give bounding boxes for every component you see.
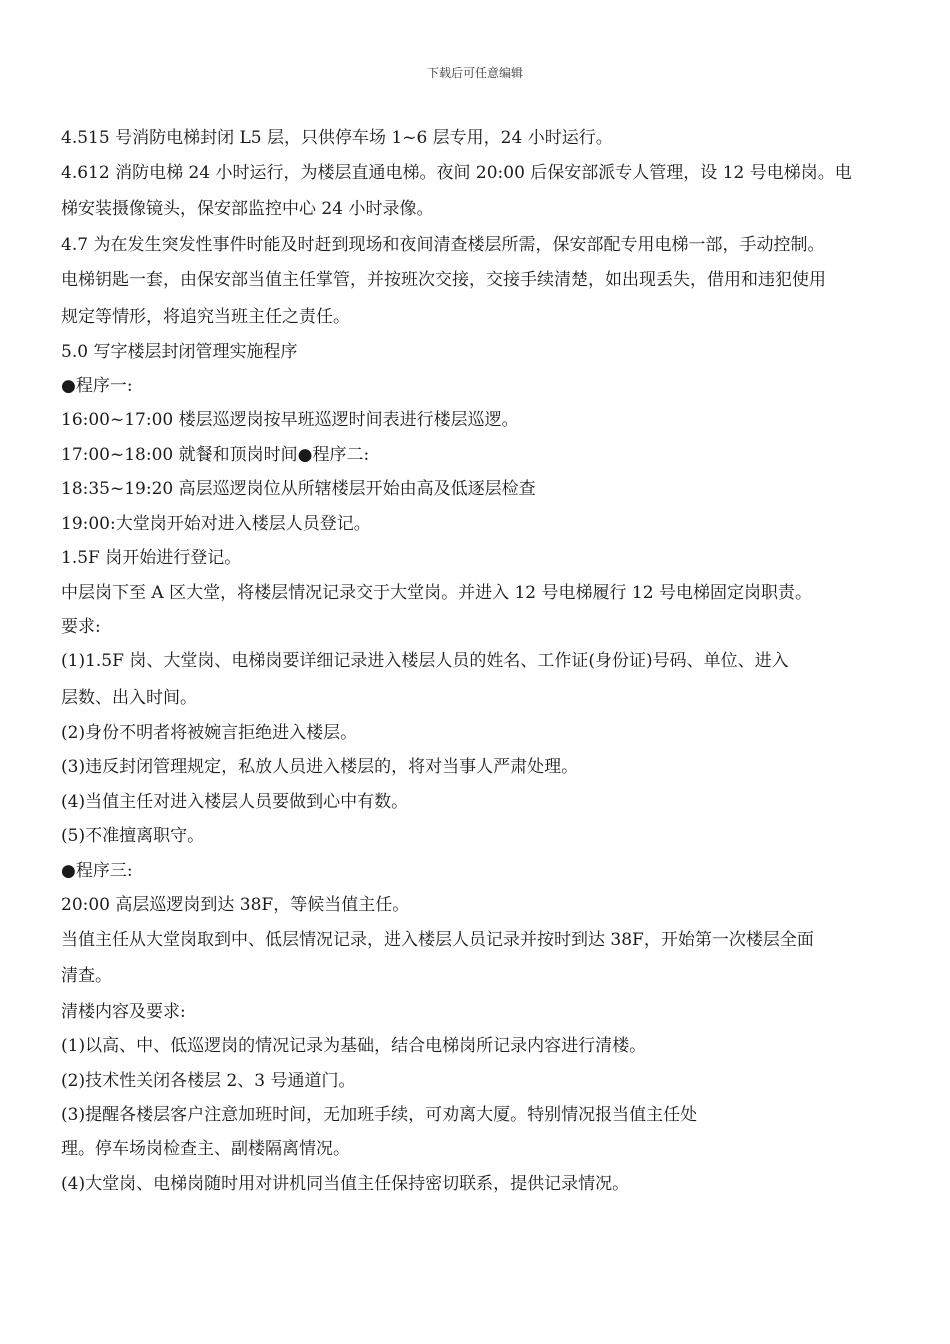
text-line: 规定等情形，将追究当班主任之责任。 [61,307,350,327]
text-line: 清查。 [61,966,112,986]
text-line: (1)以高、中、低巡逻岗的情况记录为基础，结合电梯岗所记录内容进行清楼。 [61,1036,647,1056]
text-line: 20:00 高层巡逻岗到达 38F，等候当值主任。 [61,895,410,915]
text-line: 层数、出入时间。 [61,688,197,708]
text-line: 理。停车场岗检查主、副楼隔离情况。 [61,1139,350,1159]
text-line: 19:00:大堂岗开始对进入楼层人员登记。 [61,514,371,534]
text-line: 1.5F 岗开始进行登记。 [61,548,242,568]
text-line: (3)提醒各楼层客户注意加班时间，无加班手续，可劝离大厦。特别情况报当值主任处 [61,1105,698,1125]
text-line: (2)身份不明者将被婉言拒绝进入楼层。 [61,723,358,743]
text-line: 要求: [61,617,101,637]
text-line: 清楼内容及要求: [61,1002,186,1022]
text-line: (4)大堂岗、电梯岗随时用对讲机同当值主任保持密切联系，提供记录情况。 [61,1174,630,1194]
text-line: 4.612 消防电梯 24 小时运行，为楼层直通电梯。夜间 20:00 后保安部派专人管理，设 12 号电梯岗。电 [61,163,852,183]
text-line: 当值主任从大堂岗取到中、低层情况记录，进入楼层人员记录并按时到达 38F，开始第一次楼层全面 [61,930,814,950]
text-line: (3)违反封闭管理规定，私放人员进入楼层的，将对当事人严肃处理。 [61,757,579,777]
text-line: 电梯钥匙一套，由保安部当值主任掌管，并按班次交接，交接手续清楚，如出现丢失，借用和违犯使用 [61,270,826,290]
text-line: 4.7 为在发生突发性事件时能及时赶到现场和夜间清查楼层所需，保安部配专用电梯一部，手动控制。 [61,235,825,255]
text-line: (4)当值主任对进入楼层人员要做到心中有数。 [61,792,409,812]
text-line: 16:00~17:00 楼层巡逻岗按早班巡逻时间表进行楼层巡逻。 [61,410,519,430]
text-line: (2)技术性关闭各楼层 2、3 号通道门。 [61,1071,356,1091]
text-line: 中层岗下至 A 区大堂，将楼层情况记录交于大堂岗。并进入 12 号电梯履行 12 号电梯固定岗职责。 [61,583,812,603]
text-line: 4.515 号消防电梯封闭 L5 层，只供停车场 1~6 层专用，24 小时运行。 [61,128,613,148]
text-line: 17:00~18:00 就餐和顶岗时间●程序二: [61,445,370,465]
section-heading: 5.0 写字楼层封闭管理实施程序 [61,342,298,362]
page-header: 下载后可任意编辑 [426,66,523,80]
text-line: 梯安装摄像镜头，保安部监控中心 24 小时录像。 [61,199,434,219]
text-line: 18:35~19:20 高层巡逻岗位从所辖楼层开始由高及低逐层检查 [61,479,536,499]
text-line: (5)不准擅离职守。 [61,826,205,846]
text-line: (1)1.5F 岗、大堂岗、电梯岗要详细记录进入楼层人员的姓名、工作证(身份证)号码、单位、进入 [61,651,789,671]
procedure-heading: ●程序一: [61,376,133,396]
procedure-heading: ●程序三: [61,861,133,881]
